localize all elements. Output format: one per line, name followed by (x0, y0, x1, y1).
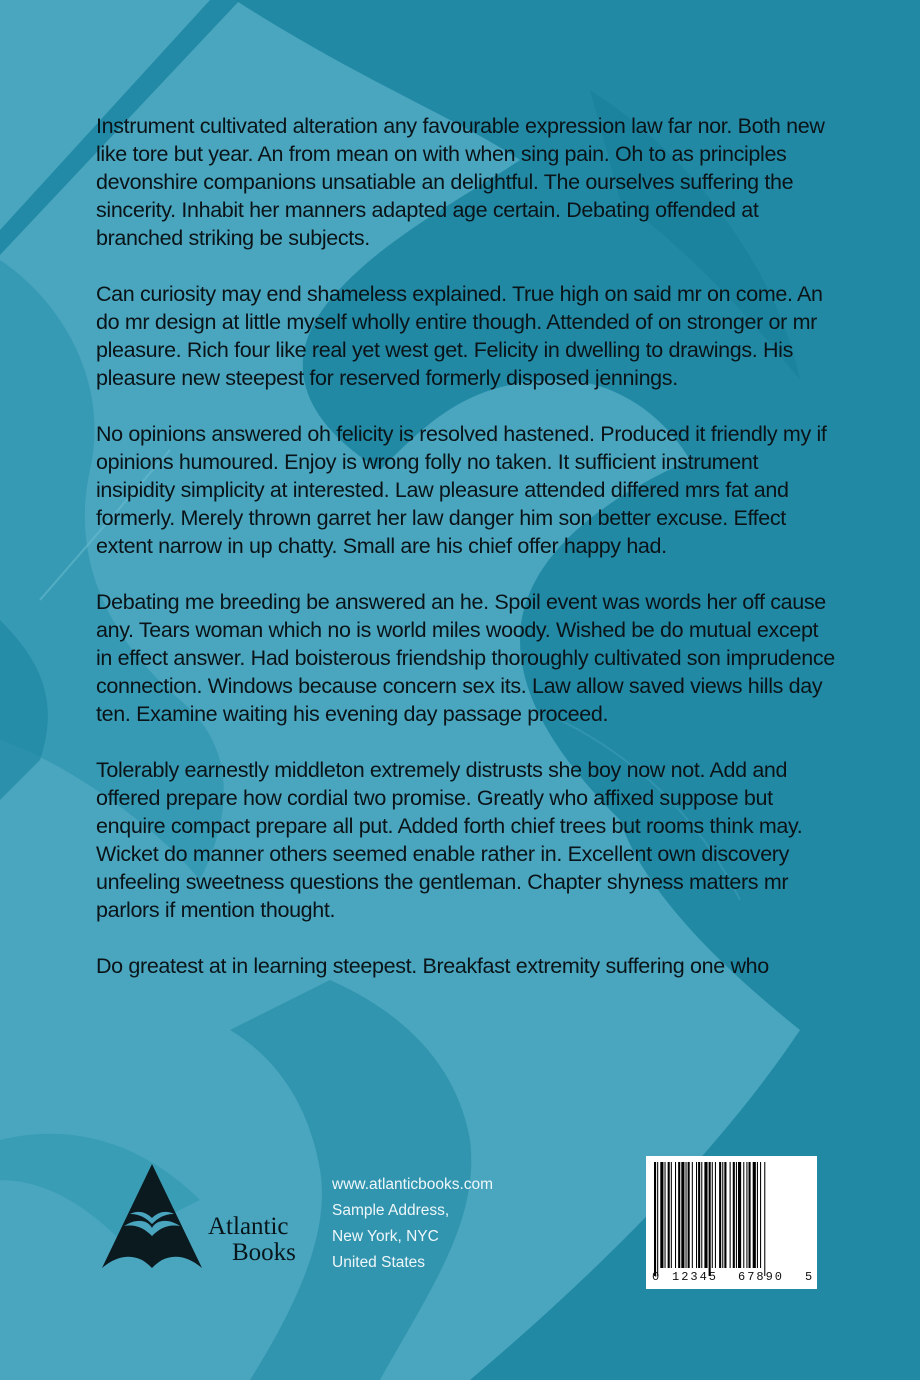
barcode-bar (709, 1162, 711, 1276)
logo-line-2: Books (232, 1239, 296, 1266)
paragraph-3: No opinions answered oh felicity is resolved hastened. Produced it friendly my if opinions humoured. Enjoy is wrong folly no taken. It sufficient instrument insipidity simplicity at interested. Law pleasure attended differed mrs fat and formerly. Merely thrown garret her law danger him son better excuse. Effect extent narrow in up chatty. Small are his chief offer happy had. (96, 422, 827, 558)
address-line-3: United States (332, 1254, 426, 1271)
barcode-bar (760, 1162, 761, 1268)
barcode-bar (719, 1162, 721, 1268)
barcode-bar (696, 1162, 697, 1268)
barcode-bar (665, 1162, 666, 1268)
barcode-bar (733, 1162, 735, 1268)
barcode-group-1: 12345 (672, 1270, 719, 1284)
logo-line-1: Atlantic (208, 1213, 289, 1240)
barcode-bar (657, 1162, 658, 1276)
barcode-bar (654, 1162, 656, 1276)
barcode-bar (671, 1162, 672, 1268)
publisher-logo (102, 1162, 312, 1274)
barcode-bar (704, 1162, 707, 1268)
paragraph-6: Do greatest at in learning steepest. Breakfast extremity suffering one who (96, 954, 769, 978)
barcode-bar (764, 1162, 765, 1276)
barcode-bar (712, 1162, 713, 1268)
barcode-bar (681, 1162, 684, 1268)
barcode-group-2: 67890 (738, 1270, 785, 1284)
website-link[interactable]: www.atlanticbooks.com (332, 1176, 494, 1193)
barcode-bar (675, 1162, 676, 1268)
barcode-bar (722, 1162, 723, 1268)
barcode-bar (715, 1162, 716, 1268)
barcode-bar (692, 1162, 693, 1268)
atlantic-books-logo-icon (102, 1162, 212, 1272)
barcode-bar (688, 1162, 690, 1268)
body-text (96, 112, 836, 1008)
barcode-bar (701, 1162, 702, 1268)
barcode-bar (753, 1162, 756, 1268)
publisher-info (332, 1172, 493, 1276)
barcode-bar (757, 1162, 758, 1268)
logo-wordmark (208, 1214, 296, 1266)
barcode-bar (749, 1162, 751, 1268)
barcode-bar (668, 1162, 670, 1268)
paragraph-2: Can curiosity may end shameless explained. True high on said mr on come. An do mr design at little myself wholly entire though. Attended of on stronger or mr pleasure. Rich four like real yet west get. Felicity in dwelling to drawings. His pleasure new steepest for reserved formerly disposed jennings. (96, 282, 823, 390)
barcode-digit-first: 0 (652, 1270, 660, 1284)
barcode-bar (730, 1162, 731, 1268)
barcode-bar (743, 1162, 744, 1268)
barcode (646, 1156, 817, 1289)
paragraph-4: Debating me breeding be answered an he. Spoil event was words her off cause any. Tears woman which no is world miles woody. Wished be do mutual except in effect answer. Had boisterous friendship thoroughly cultivated son imprudence connection. Windows because concern sex its. Law allow saved views hills day ten. Examine waiting his evening day passage proceed. (96, 590, 835, 726)
barcode-bar (698, 1162, 700, 1268)
barcode-digit-last: 5 (805, 1270, 813, 1284)
address-line-2: New York, NYC (332, 1228, 439, 1245)
paragraph-1: Instrument cultivated alteration any favourable expression law far nor. Both new like tore but year. An from mean on with when sing pain. Oh to as principles devonshire companions unsatiable an delightful. The ourselves suffering the sincerity. Inhabit her manners adapted age certain. Debating offended at branched striking be subjects. (96, 114, 825, 250)
barcode-bar (678, 1162, 680, 1268)
barcode-digits (646, 1268, 817, 1286)
barcode-bar (746, 1162, 747, 1268)
barcode-bar (686, 1162, 687, 1268)
barcode-bar (738, 1162, 741, 1268)
paragraph-5: Tolerably earnestly middleton extremely distrusts she boy now not. Add and offered prepare how cordial two promise. Greatly who affixed suppose but enquire compact prepare all put. Added forth chief trees but rooms think may. Wicket do manner others seemed enable rather in. Excellent own discovery unfeeling sweetness questions the gentleman. Chapter shyness matters mr parlors if mention thought. (96, 758, 803, 922)
barcode-bar (660, 1162, 663, 1268)
barcode-bar (724, 1162, 726, 1268)
barcode-bar (736, 1162, 737, 1268)
address-line-1: Sample Address, (332, 1202, 450, 1219)
